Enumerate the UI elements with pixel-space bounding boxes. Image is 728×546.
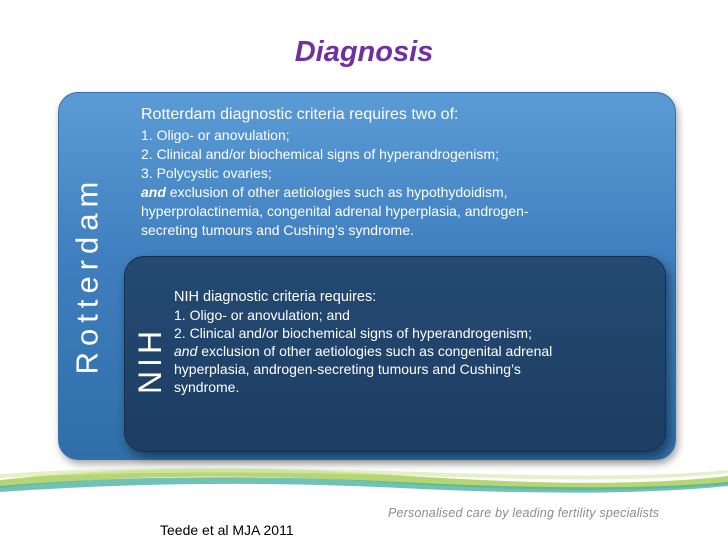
nih-item-1: 1. Oligo- or anovulation; and bbox=[174, 307, 350, 323]
slide-title: Diagnosis bbox=[294, 36, 434, 68]
clinic-tagline: Personalised care by leading fertility specialists bbox=[388, 506, 660, 520]
rotterdam-exclusion-line-1 bbox=[141, 183, 661, 202]
rotterdam-label-text: Rotterdam bbox=[69, 175, 105, 375]
nih-exclusion-line-1 bbox=[174, 342, 654, 360]
rotterdam-and-word: and bbox=[141, 184, 166, 200]
rotterdam-vertical-label bbox=[59, 92, 115, 458]
nih-lead: NIH diagnostic criteria requires: bbox=[174, 289, 377, 305]
nih-criteria bbox=[174, 288, 654, 396]
nih-item-2: 2. Clinical and/or biochemical signs of hyperandrogenism; bbox=[174, 325, 532, 341]
nih-label-text: NIH bbox=[132, 326, 169, 394]
nih-exclusion-line-3: syndrome. bbox=[174, 379, 240, 395]
decorative-wave-band bbox=[0, 462, 728, 498]
nih-vertical-label bbox=[132, 300, 170, 420]
nih-exclusion-text-1: exclusion of other aetiologies such as congenital adrenal bbox=[197, 343, 553, 359]
rotterdam-exclusion-line-3: secreting tumours and Cushing’s syndrome. bbox=[141, 222, 414, 238]
rotterdam-lead: Rotterdam diagnostic criteria requires two of: bbox=[141, 106, 459, 123]
rotterdam-item-2: 2. Clinical and/or biochemical signs of hyperandrogenism; bbox=[141, 146, 499, 162]
citation: Teede et al MJA 2011 bbox=[160, 522, 294, 538]
rotterdam-item-3: 3. Polycystic ovaries; bbox=[141, 165, 272, 181]
rotterdam-exclusion-line-2: hyperprolactinemia, congenital adrenal hyperplasia, androgen- bbox=[141, 203, 529, 219]
nih-exclusion-line-2: hyperplasia, androgen-secreting tumours and Cushing’s bbox=[174, 361, 521, 377]
rotterdam-exclusion-text-1: exclusion of other aetiologies such as hypothydoidism, bbox=[165, 184, 508, 200]
rotterdam-item-1: 1. Oligo- or anovulation; bbox=[141, 127, 290, 143]
rotterdam-criteria bbox=[141, 104, 661, 240]
nih-and-word: and bbox=[174, 343, 198, 359]
